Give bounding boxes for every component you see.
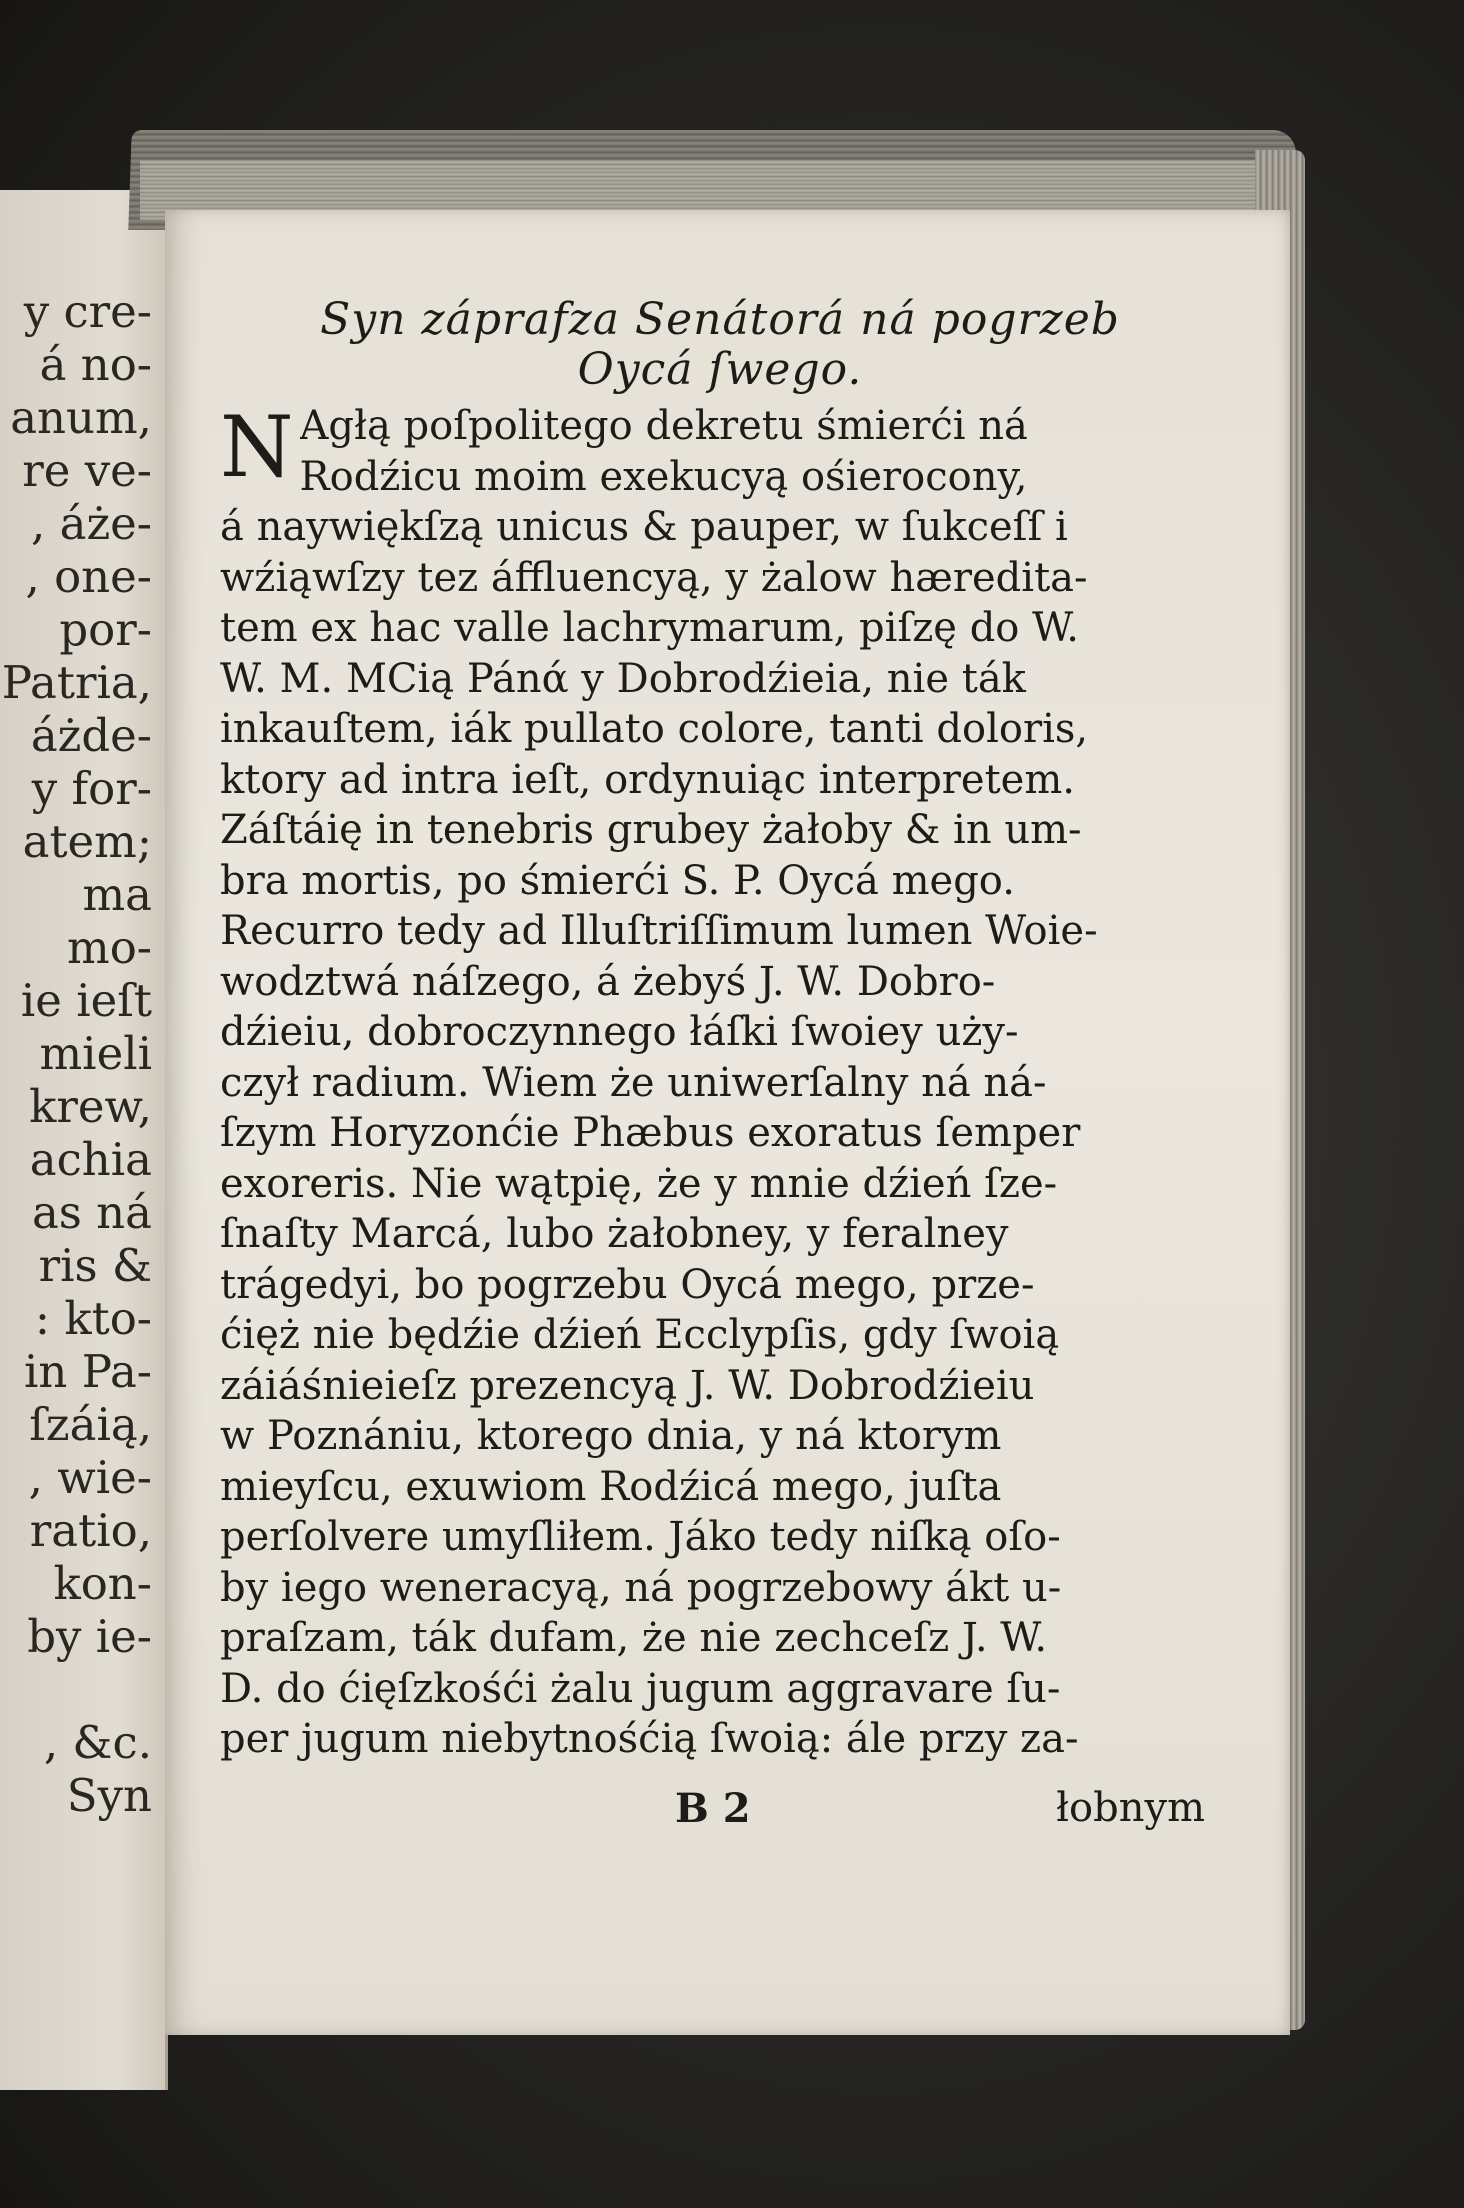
text-line: wźiąwſzy tez áffluencyą, y żalow hæredita- bbox=[220, 554, 1088, 601]
left-page-line: ratio, bbox=[29, 1504, 152, 1557]
left-page-line bbox=[0, 1663, 160, 1716]
text-line: mieyſcu, exuwiom Rodźicá mego, juſta bbox=[220, 1463, 1002, 1510]
text-line: inkauſtem, iák pullato colore, tanti doloris, bbox=[220, 706, 1089, 752]
right-page bbox=[165, 210, 1290, 2035]
left-page-line: kon- bbox=[53, 1557, 152, 1610]
text-line: Záſtáię in tenebris grubey żałoby & in um- bbox=[220, 807, 1082, 853]
body-text bbox=[220, 398, 1220, 1765]
left-page-line: achia bbox=[29, 1133, 152, 1186]
left-page-line: , wie- bbox=[28, 1451, 152, 1504]
text-line: exoreris. Nie wątpię, że y mnie dźień ſze- bbox=[220, 1160, 1058, 1207]
header-line-1: Syn záprafza Senátorá ná pogrzeb bbox=[320, 294, 1120, 345]
text-line: bra mortis, po śmierći S. P. Oycá mego. bbox=[220, 857, 1015, 904]
text-line: wodztwá náſzego, á żebyś J. W. Dobro- bbox=[220, 958, 996, 1005]
text-line: tem ex hac valle lachrymarum, piſzę do W. bbox=[220, 605, 1079, 651]
text-line: ſnaſty Marcá, lubo żałobney, y feralney bbox=[220, 1211, 1009, 1257]
page-content bbox=[220, 295, 1220, 1765]
text-line: praſzam, ták dufam, że nie zechceſz J. W. bbox=[220, 1615, 1048, 1661]
text-line: per jugum niebytnośćią ſwoią: ále przy za- bbox=[220, 1716, 1079, 1762]
text-line: ktory ad intra ieſt, ordynuiąc interpretem. bbox=[220, 756, 1075, 803]
catchword: łobnym bbox=[1056, 1785, 1205, 1831]
left-page-line: atem; bbox=[22, 815, 152, 868]
text-line: czył radium. Wiem że uniwerſalny ná ná- bbox=[220, 1059, 1047, 1106]
text-line: trágedyi, bo pogrzebu Oycá mego, prze- bbox=[220, 1261, 1035, 1308]
signature-mark: B 2 bbox=[675, 1785, 751, 1832]
left-page-line: á no- bbox=[39, 338, 152, 391]
text-line: dźieiu, dobroczynnego łáſki ſwoiey uży- bbox=[220, 1009, 1019, 1055]
text-line: Agłą poſpolitego dekretu śmierći ná bbox=[299, 403, 1028, 449]
text-line: by iego weneracyą, ná pogrzebowy ákt u- bbox=[220, 1564, 1062, 1611]
text-line: á naywiękſzą unicus & pauper, w ſukceſſ i bbox=[220, 504, 1068, 550]
left-page-line: as ná bbox=[31, 1186, 152, 1239]
left-page-line: ma bbox=[82, 868, 152, 921]
left-page-line: in Pa- bbox=[24, 1345, 152, 1398]
text-line: záiáśnieieſz prezencyą J. W. Dobrodźieiu bbox=[220, 1362, 1035, 1409]
left-page-line: , áże- bbox=[31, 497, 152, 550]
left-page-line: mieli bbox=[39, 1027, 152, 1080]
text-line: Rodźicu moim exekucyą ośierocony, bbox=[299, 453, 1028, 500]
left-page-line: ris & bbox=[38, 1239, 152, 1292]
text-line: w Poznániu, ktorego dnia, y ná ktorym bbox=[220, 1413, 1002, 1459]
left-page-line: krew, bbox=[29, 1080, 152, 1133]
text-line: W. M. MCią Pánά y Dobrodźieia, nie ták bbox=[220, 655, 1026, 702]
drop-cap: N bbox=[220, 398, 294, 496]
left-page-line: y for- bbox=[31, 762, 152, 815]
text-line: perſolvere umyſliłem. Jáko tedy niſką oſo- bbox=[220, 1514, 1061, 1560]
left-page-line: by ie- bbox=[27, 1610, 152, 1663]
text-line: ſzym Horyzonćie Phæbus exoratus ſemper bbox=[220, 1110, 1081, 1156]
text-line: Recurro tedy ad Illuſtriſſimum lumen Woie- bbox=[220, 908, 1098, 954]
left-page-line: áżde- bbox=[30, 709, 152, 762]
left-page-line: re ve- bbox=[22, 444, 152, 497]
left-page-line: ie ieſt bbox=[20, 974, 152, 1027]
left-page-line: Patria, bbox=[1, 656, 152, 709]
left-page-line: : kto- bbox=[34, 1292, 152, 1345]
left-page-line: anum, bbox=[10, 391, 152, 444]
left-page-line: , one- bbox=[25, 550, 152, 603]
text-line: D. do ćięſzkośći żalu jugum aggravare ſu- bbox=[220, 1665, 1061, 1712]
left-page-line: ſzáią, bbox=[29, 1398, 152, 1451]
page-header bbox=[220, 295, 1220, 395]
left-page-text bbox=[0, 285, 160, 1822]
header-line-2: Oycá ſwego. bbox=[577, 344, 863, 395]
left-page-line: por- bbox=[59, 603, 152, 656]
left-page-line: , &c. bbox=[43, 1716, 152, 1769]
left-page-line: mo- bbox=[67, 921, 152, 974]
text-line: ćięż nie będźie dźień Ecclypſis, gdy ſwoią bbox=[220, 1312, 1060, 1358]
left-page-line: y cre- bbox=[23, 285, 152, 338]
left-page-line: Syn bbox=[66, 1769, 152, 1822]
